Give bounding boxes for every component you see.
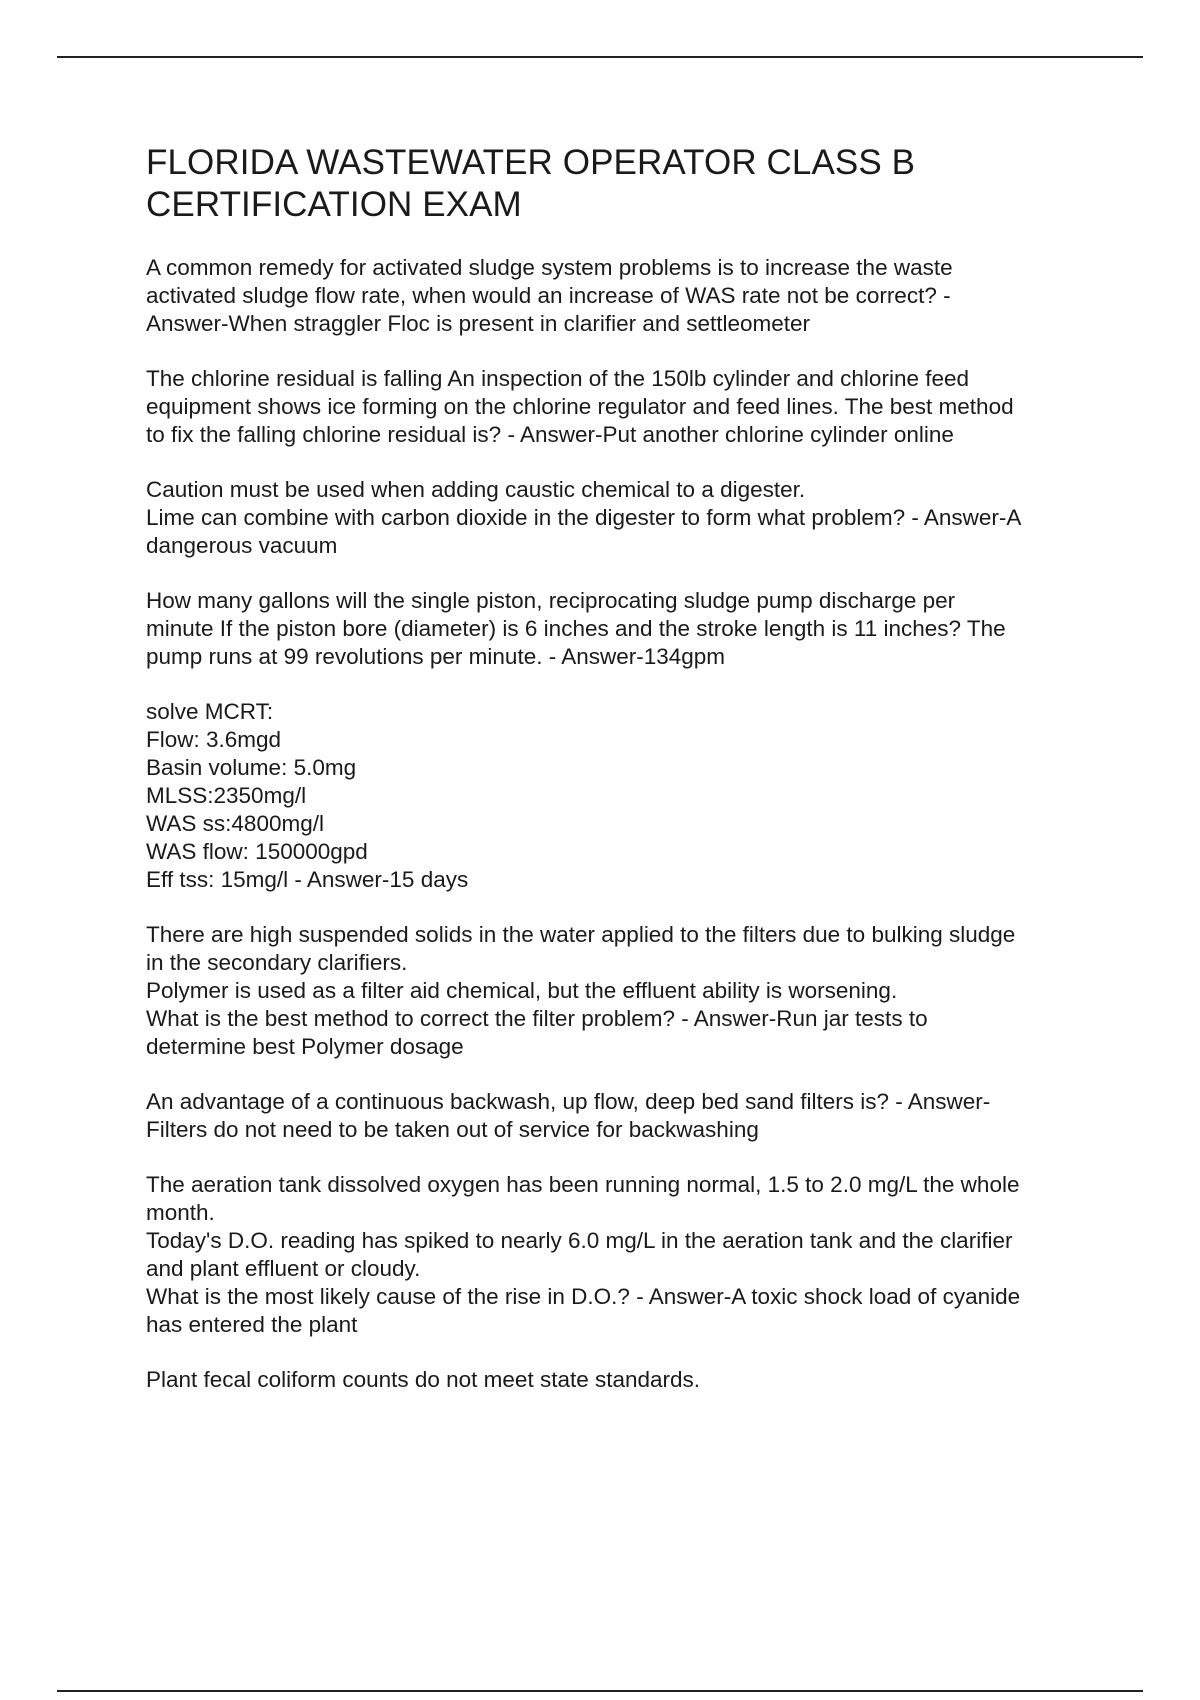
qa-line: month. bbox=[146, 1200, 215, 1225]
qa-item-3 bbox=[146, 476, 1106, 560]
qa-item-6 bbox=[146, 921, 1106, 1061]
qa-line: Filters do not need to be taken out of service for backwashing bbox=[146, 1117, 759, 1142]
qa-line: There are high suspended solids in the water applied to the filters due to bulking sludge bbox=[146, 922, 1016, 947]
qa-line: Basin volume: 5.0mg bbox=[146, 755, 357, 780]
qa-line: MLSS:2350mg/l bbox=[146, 783, 307, 808]
qa-item-2 bbox=[146, 365, 1106, 449]
top-rule bbox=[57, 56, 1143, 58]
qa-line: activated sludge flow rate, when would an increase of WAS rate not be correct? - bbox=[146, 283, 951, 308]
qa-item-8 bbox=[146, 1171, 1106, 1339]
qa-line: The aeration tank dissolved oxygen has been running normal, 1.5 to 2.0 mg/L the whole bbox=[146, 1172, 1020, 1197]
qa-line: What is the best method to correct the filter problem? - Answer-Run jar tests to bbox=[146, 1006, 928, 1031]
qa-line: and plant effluent or cloudy. bbox=[146, 1256, 421, 1281]
qa-line: dangerous vacuum bbox=[146, 533, 338, 558]
qa-line: The chlorine residual is falling An inspection of the 150lb cylinder and chlorine feed bbox=[146, 366, 970, 391]
qa-item-4 bbox=[146, 587, 1106, 671]
qa-line: WAS flow: 150000gpd bbox=[146, 839, 368, 864]
qa-line: pump runs at 99 revolutions per minute. - Answer-134gpm bbox=[146, 644, 726, 669]
qa-item-1 bbox=[146, 254, 1106, 338]
qa-line: to fix the falling chlorine residual is? - Answer-Put another chlorine cylinder online bbox=[146, 422, 954, 447]
qa-line: WAS ss:4800mg/l bbox=[146, 811, 324, 836]
qa-item-9 bbox=[146, 1366, 1106, 1394]
qa-line: Eff tss: 15mg/l - Answer-15 days bbox=[146, 867, 469, 892]
qa-line: solve MCRT: bbox=[146, 699, 274, 724]
qa-line: has entered the plant bbox=[146, 1312, 358, 1337]
page-title bbox=[146, 142, 1106, 226]
title-line: CERTIFICATION EXAM bbox=[146, 185, 522, 224]
qa-line: A common remedy for activated sludge system problems is to increase the waste bbox=[146, 255, 953, 280]
qa-line: minute If the piston bore (diameter) is 6 inches and the stroke length is 11 inches? The bbox=[146, 616, 1006, 641]
qa-line: How many gallons will the single piston, reciprocating sludge pump discharge per bbox=[146, 588, 956, 613]
qa-line: Plant fecal coliform counts do not meet state standards. bbox=[146, 1367, 701, 1392]
qa-line: Flow: 3.6mgd bbox=[146, 727, 282, 752]
qa-line: An advantage of a continuous backwash, up flow, deep bed sand filters is? - Answer- bbox=[146, 1089, 991, 1114]
qa-line: in the secondary clarifiers. bbox=[146, 950, 408, 975]
qa-item-5 bbox=[146, 698, 1106, 894]
qa-line: determine best Polymer dosage bbox=[146, 1034, 464, 1059]
qa-line: Answer-When straggler Floc is present in clarifier and settleometer bbox=[146, 311, 811, 336]
qa-line: equipment shows ice forming on the chlorine regulator and feed lines. The best method bbox=[146, 394, 1014, 419]
qa-line: Today's D.O. reading has spiked to nearly 6.0 mg/L in the aeration tank and the clarifier bbox=[146, 1228, 1013, 1253]
qa-item-7 bbox=[146, 1088, 1106, 1144]
bottom-rule bbox=[57, 1690, 1143, 1692]
title-line: FLORIDA WASTEWATER OPERATOR CLASS B bbox=[146, 143, 916, 182]
qa-line: Caution must be used when adding caustic chemical to a digester. bbox=[146, 477, 806, 502]
qa-line: Lime can combine with carbon dioxide in the digester to form what problem? - Answer-A bbox=[146, 505, 1022, 530]
qa-line: Polymer is used as a filter aid chemical, but the effluent ability is worsening. bbox=[146, 978, 898, 1003]
document-body bbox=[146, 142, 1106, 1421]
qa-line: What is the most likely cause of the rise in D.O.? - Answer-A toxic shock load of cyanide bbox=[146, 1284, 1021, 1309]
